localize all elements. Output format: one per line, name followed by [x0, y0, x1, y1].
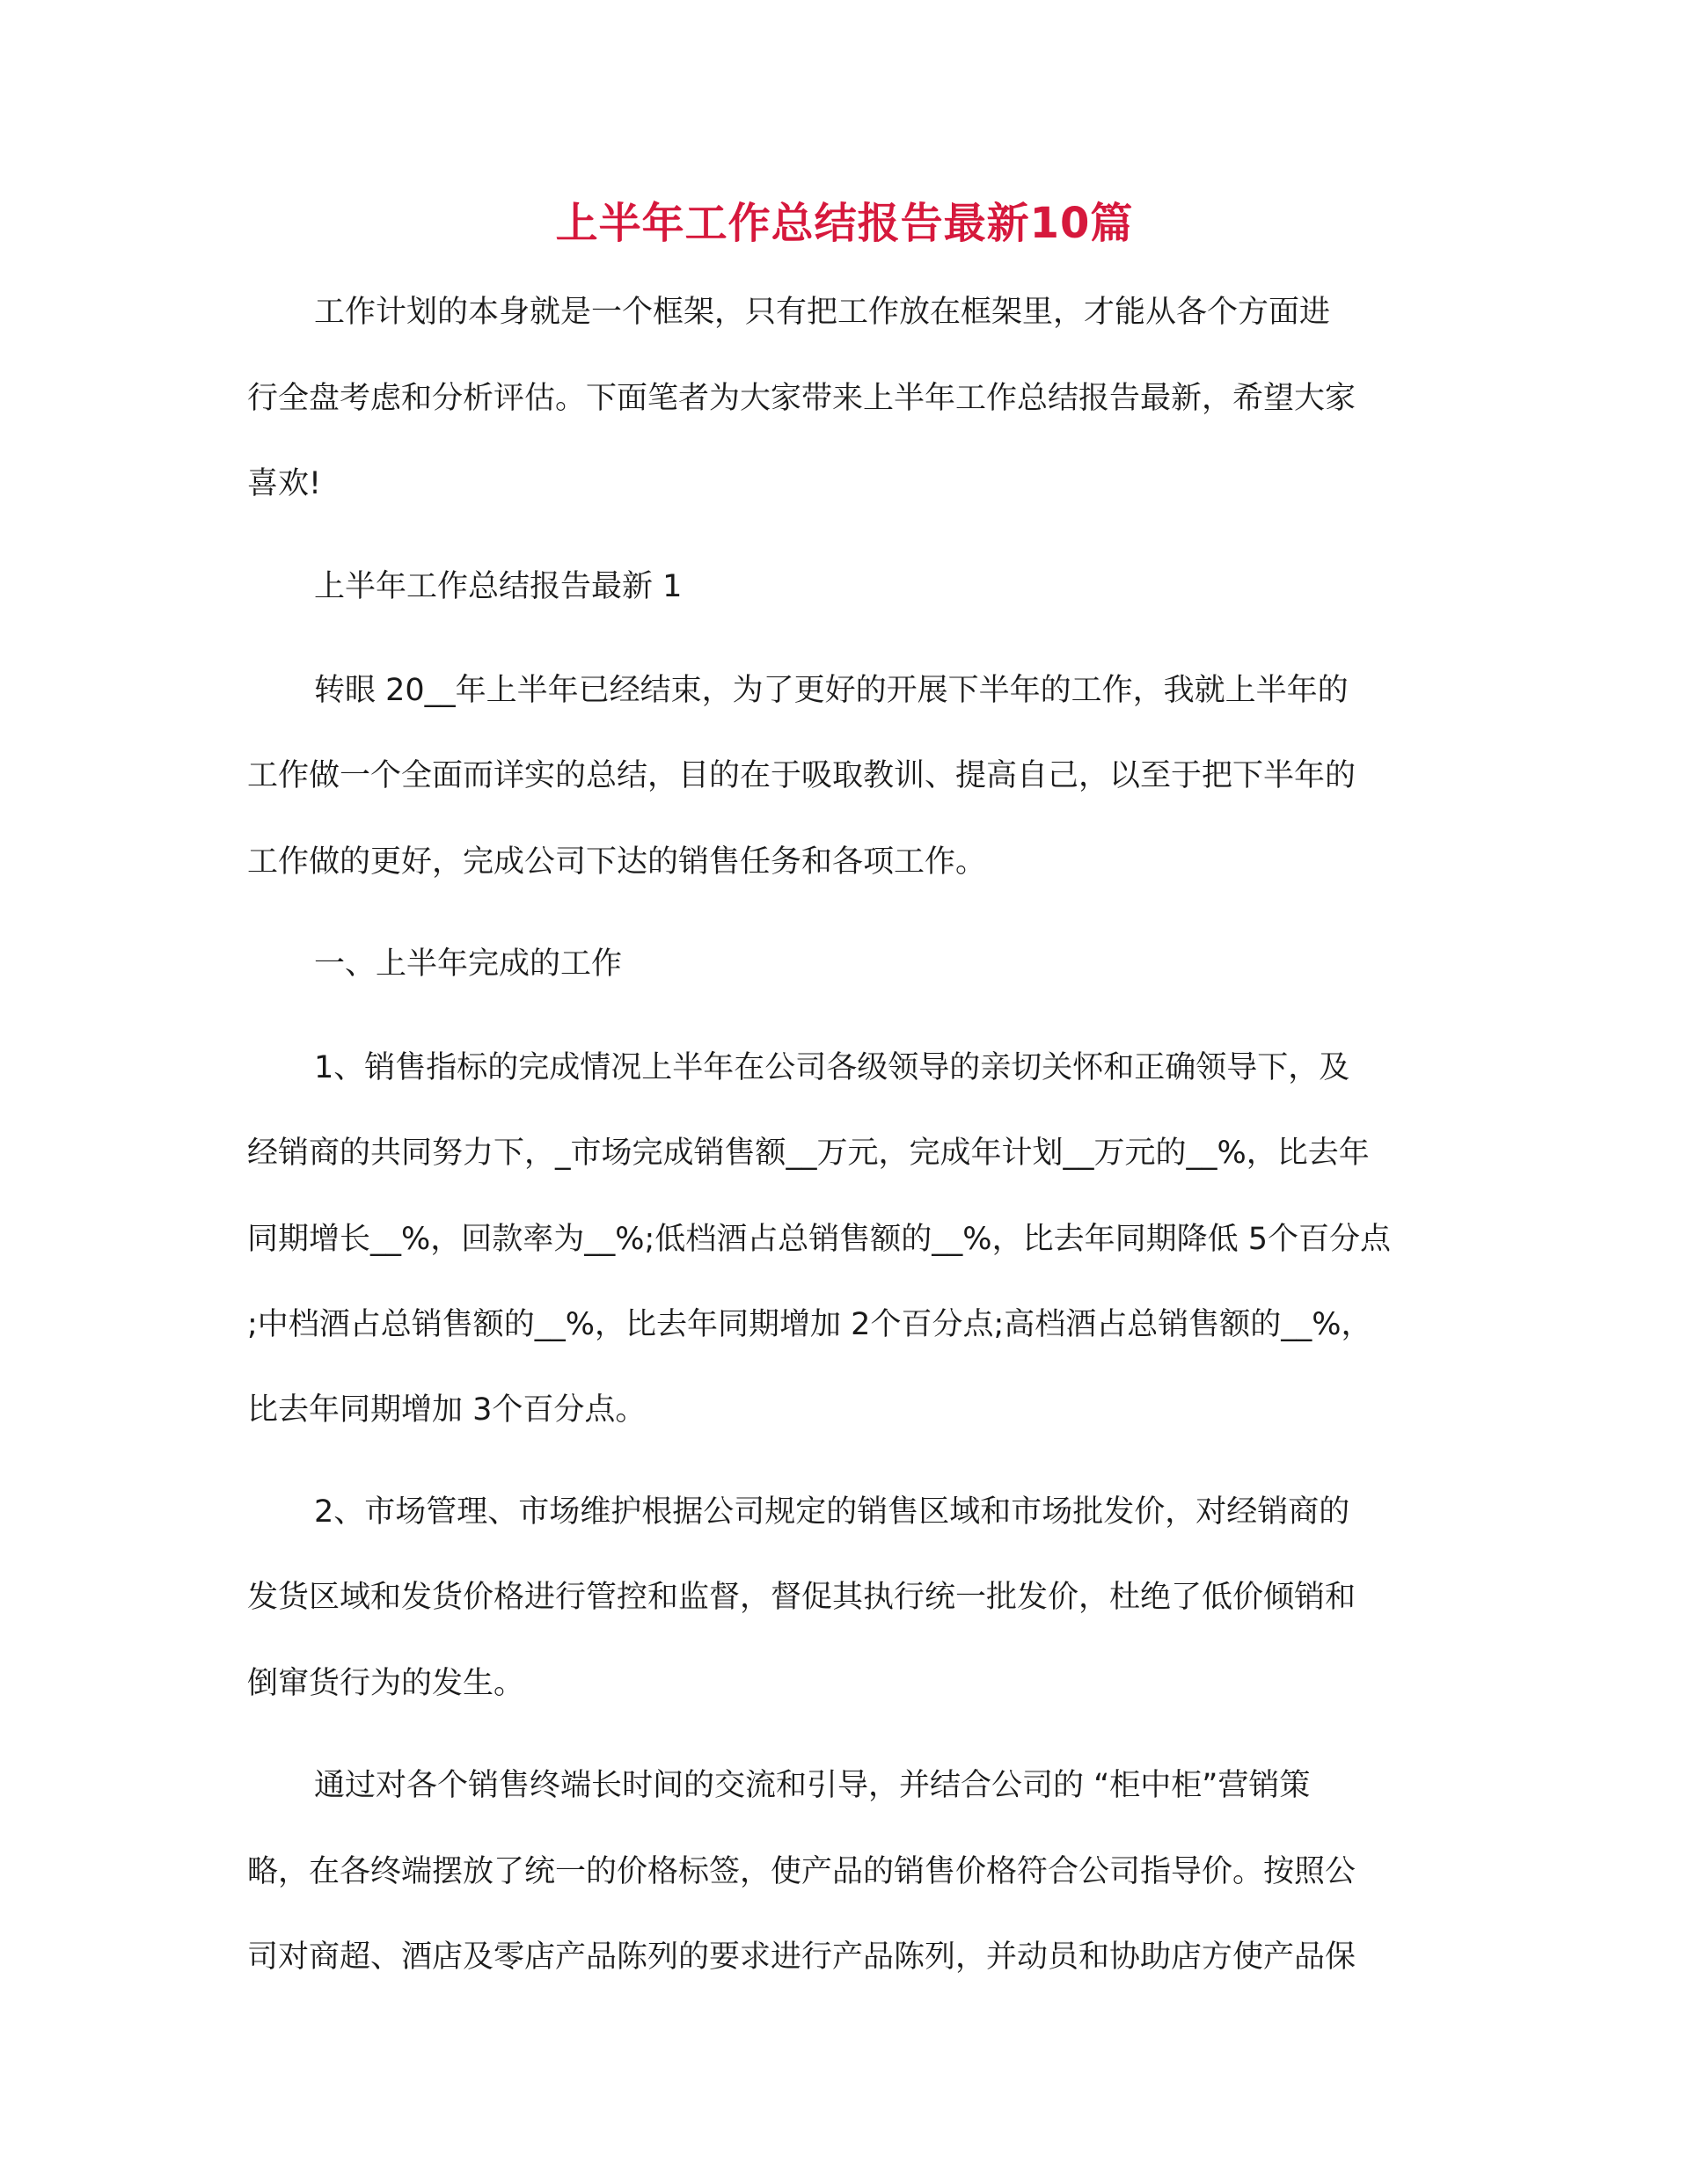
para1-line-1: 转眼 20__年上半年已经结束，为了更好的开展下半年的工作，我就上半年的	[314, 673, 1349, 708]
para1-line-2: 工作做一个全面而详实的总结，目的在于吸取教训、提高自己，以至于把下半年的	[247, 758, 1356, 793]
para2-line-3: 司对商超、酒店及零店产品陈列的要求进行产品陈列，并动员和协助店方使产品保	[247, 1939, 1356, 1975]
item2-line-1: 2、市场管理、市场维护根据公司规定的销售区域和市场批发价，对经销商的	[314, 1494, 1350, 1530]
page-title: 上半年工作总结报告最新10篇	[555, 199, 1134, 248]
item1-line-2: 经销商的共同努力下，_市场完成销售额__万元，完成年计划__万元的__%，比去年	[247, 1136, 1370, 1171]
item1-line-4: ;中档酒占总销售额的__%，比去年同期增加 2个百分点;高档酒占总销售额的__%，	[247, 1307, 1372, 1342]
item2-line-2: 发货区域和发货价格进行管控和监督，督促其执行统一批发价，杜绝了低价倾销和	[247, 1580, 1356, 1615]
para1-line-3: 工作做的更好，完成公司下达的销售任务和各项工作。	[247, 844, 987, 880]
item2-line-3: 倒窜货行为的发生。	[247, 1666, 525, 1701]
intro-line-2: 行全盘考虑和分析评估。下面笔者为大家带来上半年工作总结报告最新，希望大家	[247, 381, 1356, 416]
para2-line-2: 略，在各终端摆放了统一的价格标签，使产品的销售价格符合公司指导价。按照公	[247, 1854, 1356, 1889]
item1-line-3: 同期增长__%，回款率为__%;低档酒占总销售额的__%，比去年同期降低 5个百分点	[247, 1222, 1391, 1257]
item1-line-5: 比去年同期增加 3个百分点。	[247, 1392, 647, 1428]
item1-line-1: 1、销售指标的完成情况上半年在公司各级领导的亲切关怀和正确领导下，及	[314, 1050, 1350, 1085]
subheading-1: 一、上半年完成的工作	[314, 946, 623, 982]
section-heading: 上半年工作总结报告最新 1	[314, 569, 683, 604]
para2-line-1: 通过对各个销售终端长时间的交流和引导，并结合公司的 “柜中柜”营销策	[314, 1768, 1311, 1803]
intro-line-3: 喜欢!	[247, 466, 322, 501]
intro-line-1: 工作计划的本身就是一个框架，只有把工作放在框架里，才能从各个方面进	[314, 295, 1331, 330]
